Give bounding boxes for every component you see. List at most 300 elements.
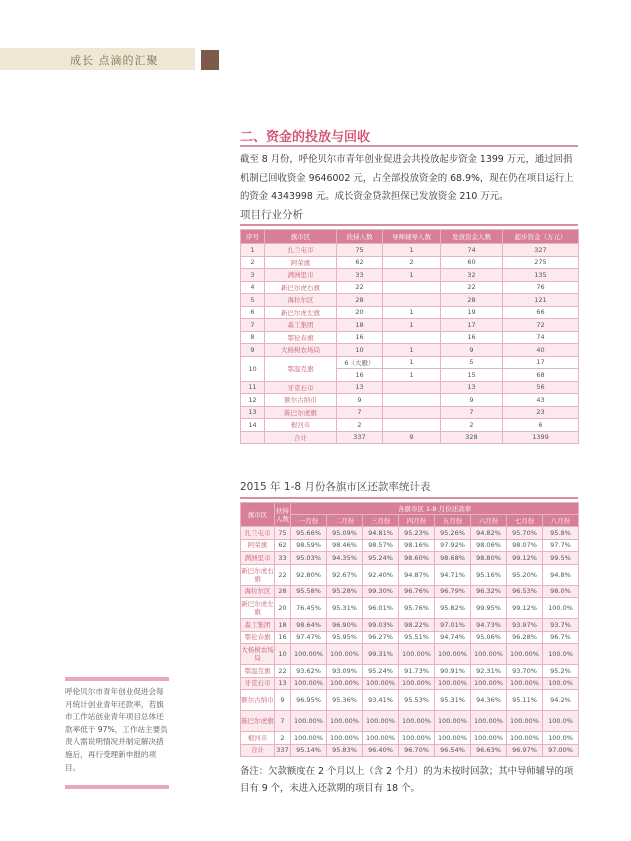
cell-capital: 72 — [503, 319, 579, 332]
cell-mentored: 1 — [383, 319, 441, 332]
cell-region: 根河市 — [265, 419, 337, 432]
cell-rate: 95.82% — [435, 598, 471, 619]
table1-header-supported: 扶持人数 — [337, 230, 383, 244]
cell-supported: 10 — [337, 344, 383, 357]
cell-capital: 135 — [503, 269, 579, 282]
cell-mentored: 2 — [383, 256, 441, 269]
cell-rate: 98.59% — [291, 539, 327, 552]
cell-funded: 22 — [441, 281, 503, 294]
cell-rate: 96.90% — [327, 619, 363, 632]
table2-row — [241, 732, 579, 745]
table1-row — [241, 344, 579, 357]
cell-supported: 337 — [337, 431, 383, 444]
cell-no: 6 — [241, 306, 265, 319]
cell-rate: 96.01% — [363, 598, 399, 619]
cell-region: 额尔古纳市 — [265, 394, 337, 407]
cell-supported: 75 — [337, 244, 383, 257]
cell-funded: 28 — [441, 294, 503, 307]
cell-rate: 96.79% — [435, 585, 471, 598]
cell-rate: 94.74% — [435, 631, 471, 644]
table1-header-row — [241, 230, 579, 244]
cell-region: 鄂伦春旗 — [265, 331, 337, 344]
cell-rate: 100.00% — [435, 677, 471, 690]
cell-rate: 96.28% — [507, 631, 543, 644]
table2-header-month: 七月份 — [507, 515, 543, 527]
cell-rate: 95.09% — [327, 527, 363, 540]
cell-rate: 95.03% — [291, 552, 327, 565]
cell-rate: 99.5% — [543, 552, 579, 565]
cell-rate: 97.01% — [435, 619, 471, 632]
cell-rate: 98.07% — [507, 539, 543, 552]
cell-mentored — [383, 381, 441, 394]
table2-title: 2015 年 1-8 月份各旗市区还款率统计表 — [240, 481, 431, 493]
table2-header-month: 三月份 — [363, 515, 399, 527]
cell-rate: 95.31% — [327, 598, 363, 619]
cell-rate: 92.31% — [471, 665, 507, 678]
cell-rate: 100.00% — [363, 711, 399, 732]
cell-region: 阿荣旗 — [241, 539, 275, 552]
cell-no: 8 — [241, 331, 265, 344]
cell-count: 2 — [275, 732, 291, 745]
table2-header-month: 二月份 — [327, 515, 363, 527]
table2-row — [241, 631, 579, 644]
table2-row — [241, 690, 579, 711]
cell-region: 合计 — [265, 431, 337, 444]
table1-row — [241, 319, 579, 332]
cell-rate: 94.71% — [435, 564, 471, 585]
cell-supported: 2 — [337, 419, 383, 432]
table2-row — [241, 552, 579, 565]
cell-rate: 95.76% — [399, 598, 435, 619]
cell-rate: 100.00% — [507, 711, 543, 732]
cell-funded: 2 — [441, 419, 503, 432]
cell-rate: 94.8% — [543, 564, 579, 585]
cell-region: 森工集团 — [241, 619, 275, 632]
cell-capital: 17 — [503, 356, 579, 369]
cell-supported: 16 — [337, 369, 383, 382]
cell-count: 337 — [275, 744, 291, 757]
cell-rate: 93.7% — [543, 619, 579, 632]
cell-rate: 95.58% — [291, 585, 327, 598]
cell-capital: 121 — [503, 294, 579, 307]
cell-rate: 100.00% — [471, 732, 507, 745]
table2-header-region: 旗市区 — [241, 503, 275, 527]
table1-row — [241, 356, 579, 369]
cell-supported: 9 — [337, 394, 383, 407]
cell-region: 鄂温克旗 — [241, 665, 275, 678]
cell-rate: 92.40% — [363, 564, 399, 585]
cell-rate: 96.40% — [363, 744, 399, 757]
cell-rate: 95.8% — [543, 527, 579, 540]
cell-rate: 97.00% — [543, 744, 579, 757]
cell-rate: 98.80% — [471, 552, 507, 565]
table1-title: 项目行业分析 — [240, 209, 303, 221]
cell-supported: 20 — [337, 306, 383, 319]
table2-header-count: 扶持人数 — [275, 503, 291, 527]
cell-region: 牙克石市 — [241, 677, 275, 690]
cell-rate: 100.00% — [291, 644, 327, 665]
cell-mentored: 1 — [383, 369, 441, 382]
cell-rate: 100.00% — [363, 677, 399, 690]
cell-funded: 9 — [441, 344, 503, 357]
industry-table — [240, 229, 579, 444]
cell-region: 大杨树农场局 — [265, 344, 337, 357]
cell-funded: 19 — [441, 306, 503, 319]
cell-region: 鄂温克旗 — [265, 356, 337, 381]
cell-rate: 98.68% — [435, 552, 471, 565]
cell-no: 13 — [241, 406, 265, 419]
cell-rate: 100.00% — [507, 644, 543, 665]
table2-row — [241, 677, 579, 690]
cell-rate: 92.80% — [291, 564, 327, 585]
cell-funded: 328 — [441, 431, 503, 444]
cell-funded: 7 — [441, 406, 503, 419]
side-note: 呼伦贝尔市青年创业促进会每月统计创业青年还款率，若旗市工作站创业青年项目总体还款率低于 97%，工作站主要负责人需说明情况并制定解决措施后，再行受理新申报的项目。 — [65, 687, 168, 772]
cell-rate: 96.95% — [291, 690, 327, 711]
cell-rate: 100.00% — [507, 732, 543, 745]
cell-count: 9 — [275, 690, 291, 711]
cell-rate: 76.45% — [291, 598, 327, 619]
table2-header-month: 八月份 — [543, 515, 579, 527]
cell-region: 合计 — [241, 744, 275, 757]
cell-no: 2 — [241, 256, 265, 269]
cell-rate: 95.31% — [435, 690, 471, 711]
cell-rate: 95.06% — [471, 631, 507, 644]
table2-header-month: 一月份 — [291, 515, 327, 527]
cell-rate: 95.83% — [327, 744, 363, 757]
cell-rate: 95.23% — [399, 527, 435, 540]
cell-region: 扎兰屯市 — [265, 244, 337, 257]
table2-rule — [240, 497, 578, 499]
table1-row — [241, 306, 579, 319]
cell-supported: 6（大雁） — [337, 356, 383, 369]
cell-region: 新巴尔虎右旗 — [241, 564, 275, 585]
title-rule — [240, 145, 578, 147]
table2-row — [241, 564, 579, 585]
cell-rate: 100.00% — [327, 677, 363, 690]
cell-rate: 95.16% — [471, 564, 507, 585]
cell-rate: 100.00% — [291, 732, 327, 745]
cell-rate: 98.57% — [363, 539, 399, 552]
cell-rate: 95.14% — [291, 744, 327, 757]
cell-capital: 23 — [503, 406, 579, 419]
cell-rate: 95.20% — [507, 564, 543, 585]
cell-count: 75 — [275, 527, 291, 540]
cell-mentored — [383, 281, 441, 294]
cell-mentored: 9 — [383, 431, 441, 444]
cell-rate: 98.06% — [471, 539, 507, 552]
cell-rate: 100.00% — [291, 711, 327, 732]
cell-no: 1 — [241, 244, 265, 257]
table1-row — [241, 406, 579, 419]
cell-funded: 13 — [441, 381, 503, 394]
cell-rate: 100.0% — [543, 732, 579, 745]
cell-no: 5 — [241, 294, 265, 307]
cell-capital: 68 — [503, 369, 579, 382]
cell-rate: 95.95% — [327, 631, 363, 644]
cell-mentored — [383, 406, 441, 419]
cell-no: 9 — [241, 344, 265, 357]
cell-count: 7 — [275, 711, 291, 732]
cell-supported: 62 — [337, 256, 383, 269]
table2-row — [241, 711, 579, 732]
cell-rate: 94.36% — [471, 690, 507, 711]
cell-rate: 100.00% — [399, 644, 435, 665]
cell-mentored — [383, 294, 441, 307]
cell-rate: 100.00% — [327, 711, 363, 732]
table1-header-mentored: 导师辅导人数 — [383, 230, 441, 244]
cell-rate: 100.00% — [471, 711, 507, 732]
cell-count: 10 — [275, 644, 291, 665]
cell-rate: 99.31% — [363, 644, 399, 665]
cell-rate: 95.24% — [363, 665, 399, 678]
cell-funded: 32 — [441, 269, 503, 282]
cell-rate: 99.95% — [471, 598, 507, 619]
cell-funded: 15 — [441, 369, 503, 382]
cell-count: 33 — [275, 552, 291, 565]
cell-region: 森工集团 — [265, 319, 337, 332]
cell-rate: 100.00% — [327, 732, 363, 745]
cell-rate: 99.12% — [507, 598, 543, 619]
cell-rate: 100.00% — [363, 732, 399, 745]
table2-month-row — [241, 515, 579, 527]
cell-supported: 16 — [337, 331, 383, 344]
cell-rate: 100.00% — [399, 677, 435, 690]
cell-no: 3 — [241, 269, 265, 282]
table1-header-region: 旗市区 — [265, 230, 337, 244]
table2-row — [241, 585, 579, 598]
cell-rate: 96.7% — [543, 631, 579, 644]
table2-header-month: 六月份 — [471, 515, 507, 527]
cell-rate: 98.64% — [291, 619, 327, 632]
cell-rate: 98.22% — [399, 619, 435, 632]
cell-rate: 92.67% — [327, 564, 363, 585]
cell-no: 7 — [241, 319, 265, 332]
repayment-table — [240, 502, 579, 757]
cell-capital: 74 — [503, 331, 579, 344]
cell-no: 4 — [241, 281, 265, 294]
cell-capital: 327 — [503, 244, 579, 257]
cell-region: 新巴尔虎左旗 — [241, 598, 275, 619]
cell-rate: 96.76% — [399, 585, 435, 598]
cell-rate: 94.73% — [471, 619, 507, 632]
cell-rate: 95.66% — [291, 527, 327, 540]
cell-rate: 97.7% — [543, 539, 579, 552]
cell-funded: 74 — [441, 244, 503, 257]
side-rule-top — [65, 677, 169, 681]
table2-row — [241, 598, 579, 619]
cell-rate: 100.00% — [291, 677, 327, 690]
cell-rate: 94.35% — [327, 552, 363, 565]
cell-rate: 100.0% — [543, 644, 579, 665]
cell-rate: 100.00% — [471, 644, 507, 665]
cell-no — [241, 431, 265, 444]
table1-header-no: 序号 — [241, 230, 265, 244]
table2-row — [241, 744, 579, 757]
cell-rate: 95.2% — [543, 665, 579, 678]
cell-rate: 94.87% — [399, 564, 435, 585]
cell-funded: 17 — [441, 319, 503, 332]
cell-region: 陈巴尔虎旗 — [241, 711, 275, 732]
cell-rate: 95.28% — [327, 585, 363, 598]
cell-count: 62 — [275, 539, 291, 552]
cell-count: 28 — [275, 585, 291, 598]
cell-rate: 96.53% — [507, 585, 543, 598]
cell-funded: 60 — [441, 256, 503, 269]
table1-row — [241, 269, 579, 282]
header-square — [201, 50, 219, 70]
cell-rate: 95.36% — [327, 690, 363, 711]
table1-header-capital: 起步资金（万元） — [503, 230, 579, 244]
cell-rate: 100.00% — [399, 711, 435, 732]
cell-rate: 93.70% — [507, 665, 543, 678]
cell-rate: 96.63% — [471, 744, 507, 757]
cell-rate: 100.00% — [435, 711, 471, 732]
cell-rate: 100.00% — [507, 677, 543, 690]
cell-rate: 98.46% — [327, 539, 363, 552]
cell-rate: 95.26% — [435, 527, 471, 540]
cell-supported: 33 — [337, 269, 383, 282]
cell-rate: 94.82% — [471, 527, 507, 540]
section-title: 二、资金的投放与回收 — [240, 130, 371, 145]
cell-no: 11 — [241, 381, 265, 394]
cell-rate: 95.53% — [399, 690, 435, 711]
table2-header-month: 四月份 — [399, 515, 435, 527]
cell-rate: 98.60% — [399, 552, 435, 565]
cell-capital: 66 — [503, 306, 579, 319]
cell-region: 陈巴尔虎旗 — [265, 406, 337, 419]
section-paragraph: 截至 8 月份，呼伦贝尔市青年创业促进会共投放起步资金 1399 万元，通过回捐机制已回收资金 9646002 元，占全部投放资金的 68.9%，现在仍在项目运行上的资金 4343998 元。成长资金贷款担保已发放资金 210 万元。 — [240, 154, 574, 202]
cell-capital: 40 — [503, 344, 579, 357]
cell-mentored: 1 — [383, 269, 441, 282]
table2-row — [241, 527, 579, 540]
cell-rate: 93.09% — [327, 665, 363, 678]
cell-mentored: 1 — [383, 306, 441, 319]
table2-group-row — [241, 503, 579, 515]
cell-rate: 97.92% — [435, 539, 471, 552]
cell-supported: 22 — [337, 281, 383, 294]
cell-region: 牙克石市 — [265, 381, 337, 394]
cell-region: 满洲里市 — [265, 269, 337, 282]
cell-region: 阿荣旗 — [265, 256, 337, 269]
cell-supported: 7 — [337, 406, 383, 419]
cell-rate: 99.12% — [507, 552, 543, 565]
cell-rate: 98.16% — [399, 539, 435, 552]
side-rule-bottom — [65, 785, 169, 789]
cell-rate: 95.24% — [363, 552, 399, 565]
cell-rate: 94.81% — [363, 527, 399, 540]
cell-rate: 94.2% — [543, 690, 579, 711]
table1-header-funded: 发放资金人数 — [441, 230, 503, 244]
cell-region: 海拉尔区 — [265, 294, 337, 307]
cell-count: 13 — [275, 677, 291, 690]
cell-funded: 16 — [441, 331, 503, 344]
table2-row — [241, 665, 579, 678]
cell-funded: 9 — [441, 394, 503, 407]
cell-rate: 100.00% — [399, 732, 435, 745]
cell-rate: 95.70% — [507, 527, 543, 540]
cell-rate: 98.0% — [543, 585, 579, 598]
cell-mentored — [383, 419, 441, 432]
cell-capital: 76 — [503, 281, 579, 294]
cell-rate: 96.70% — [399, 744, 435, 757]
table1-row — [241, 256, 579, 269]
cell-rate: 100.00% — [435, 644, 471, 665]
cell-region: 新巴尔虎左旗 — [265, 306, 337, 319]
table1-row — [241, 244, 579, 257]
cell-rate: 100.0% — [543, 598, 579, 619]
table1-row — [241, 294, 579, 307]
cell-region: 鄂伦春旗 — [241, 631, 275, 644]
table1-row — [241, 431, 579, 444]
cell-count: 22 — [275, 564, 291, 585]
cell-capital: 6 — [503, 419, 579, 432]
cell-rate: 96.27% — [363, 631, 399, 644]
cell-rate: 100.00% — [327, 644, 363, 665]
cell-region: 海拉尔区 — [241, 585, 275, 598]
table1-rule — [240, 224, 578, 226]
cell-region: 满洲里市 — [241, 552, 275, 565]
cell-mentored — [383, 394, 441, 407]
cell-mentored: 1 — [383, 356, 441, 369]
cell-region: 大杨树农场局 — [241, 644, 275, 665]
cell-supported: 28 — [337, 294, 383, 307]
page-header-text: 成长 点滴的汇聚 — [70, 54, 159, 67]
cell-mentored: 1 — [383, 244, 441, 257]
cell-rate: 93.41% — [363, 690, 399, 711]
cell-rate: 90.91% — [435, 665, 471, 678]
cell-rate: 96.54% — [435, 744, 471, 757]
cell-rate: 100.00% — [435, 732, 471, 745]
cell-no: 14 — [241, 419, 265, 432]
table2-row — [241, 539, 579, 552]
cell-rate: 99.30% — [363, 585, 399, 598]
cell-rate: 91.73% — [399, 665, 435, 678]
cell-rate: 100.0% — [543, 711, 579, 732]
table1-row — [241, 381, 579, 394]
table2-header-month: 五月份 — [435, 515, 471, 527]
table1-row — [241, 394, 579, 407]
cell-rate: 100.0% — [543, 677, 579, 690]
cell-region: 根河市 — [241, 732, 275, 745]
cell-rate: 93.62% — [291, 665, 327, 678]
footnote: 备注：欠款额度在 2 个月以上（含 2 个月）的为未按时回款；其中导师辅导的项目有 9 个，未进入还款期的项目有 18 个。 — [240, 766, 574, 794]
cell-mentored — [383, 331, 441, 344]
cell-no: 10 — [241, 356, 265, 381]
cell-rate: 97.47% — [291, 631, 327, 644]
cell-region: 新巴尔虎右旗 — [265, 281, 337, 294]
table2-group-header: 各旗市区 1-8 月份还款率 — [291, 503, 579, 515]
cell-count: 16 — [275, 631, 291, 644]
cell-rate: 99.03% — [363, 619, 399, 632]
cell-capital: 1399 — [503, 431, 579, 444]
cell-capital: 43 — [503, 394, 579, 407]
cell-count: 22 — [275, 665, 291, 678]
cell-rate: 96.97% — [507, 744, 543, 757]
table1-row — [241, 331, 579, 344]
cell-mentored: 1 — [383, 344, 441, 357]
cell-count: 18 — [275, 619, 291, 632]
cell-capital: 275 — [503, 256, 579, 269]
cell-capital: 56 — [503, 381, 579, 394]
cell-rate: 96.32% — [471, 585, 507, 598]
cell-no: 12 — [241, 394, 265, 407]
cell-count: 20 — [275, 598, 291, 619]
cell-supported: 13 — [337, 381, 383, 394]
cell-supported: 18 — [337, 319, 383, 332]
cell-rate: 93.97% — [507, 619, 543, 632]
cell-rate: 95.11% — [507, 690, 543, 711]
